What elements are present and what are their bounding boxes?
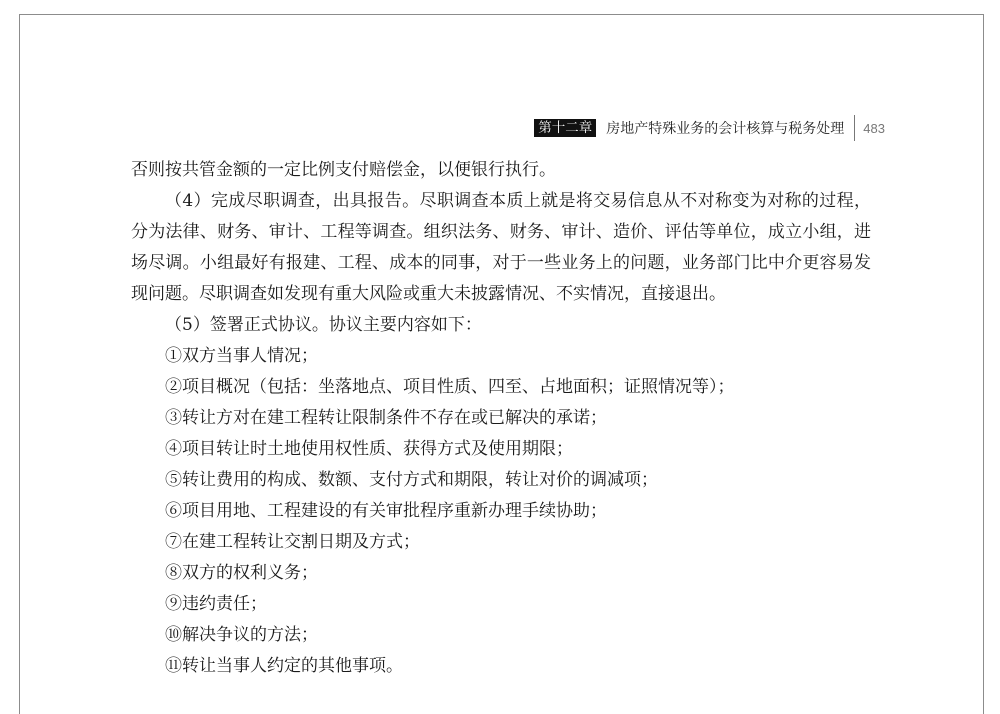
paragraph-due-diligence: （4）完成尽职调查，出具报告。尽职调查本质上就是将交易信息从不对称变为对称的过程，分为法律、财务、审计、工程等调查。组织法务、财务、审计、造价、评估等单位，成立小组，进场尽调。小组最好有报建、工程、成本的同事，对于一些业务上的问题，业务部门比中介更容易发现问题。尽职调查如发现有重大风险或重大未披露情况、不实情况，直接退出。 — [131, 191, 871, 304]
page-body — [131, 155, 871, 682]
agreement-item-7: ⑦在建工程转让交割日期及方式； — [165, 532, 420, 552]
chapter-label: 第十二章 — [534, 119, 596, 137]
agreement-item-6: ⑥项目用地、工程建设的有关审批程序重新办理手续协助； — [165, 501, 607, 521]
running-header — [534, 115, 885, 141]
agreement-item-9: ⑨违约责任； — [165, 594, 267, 614]
agreement-item-10: ⑩解决争议的方法； — [165, 625, 318, 645]
agreement-item-2: ②项目概况（包括：坐落地点、项目性质、四至、占地面积；证照情况等）； — [165, 377, 735, 397]
chapter-title: 房地产特殊业务的会计核算与税务处理 — [606, 121, 845, 137]
agreement-item-8: ⑧双方的权利义务； — [165, 563, 318, 583]
agreement-item-3: ③转让方对在建工程转让限制条件不存在或已解决的承诺； — [165, 408, 607, 428]
agreement-item-11: ⑪转让当事人约定的其他事项。 — [165, 656, 403, 676]
agreement-item-1: ①双方当事人情况； — [165, 346, 318, 366]
page-number: 483 — [863, 120, 885, 136]
agreement-item-4: ④项目转让时土地使用权性质、获得方式及使用期限； — [165, 439, 573, 459]
header-divider — [854, 115, 855, 141]
paragraph-sign-agreement: （5）签署正式协议。协议主要内容如下： — [165, 315, 482, 335]
continuation-line: 否则按共管金额的一定比例支付赔偿金，以便银行执行。 — [131, 160, 556, 180]
agreement-item-5: ⑤转让费用的构成、数额、支付方式和期限，转让对价的调减项； — [165, 470, 658, 490]
